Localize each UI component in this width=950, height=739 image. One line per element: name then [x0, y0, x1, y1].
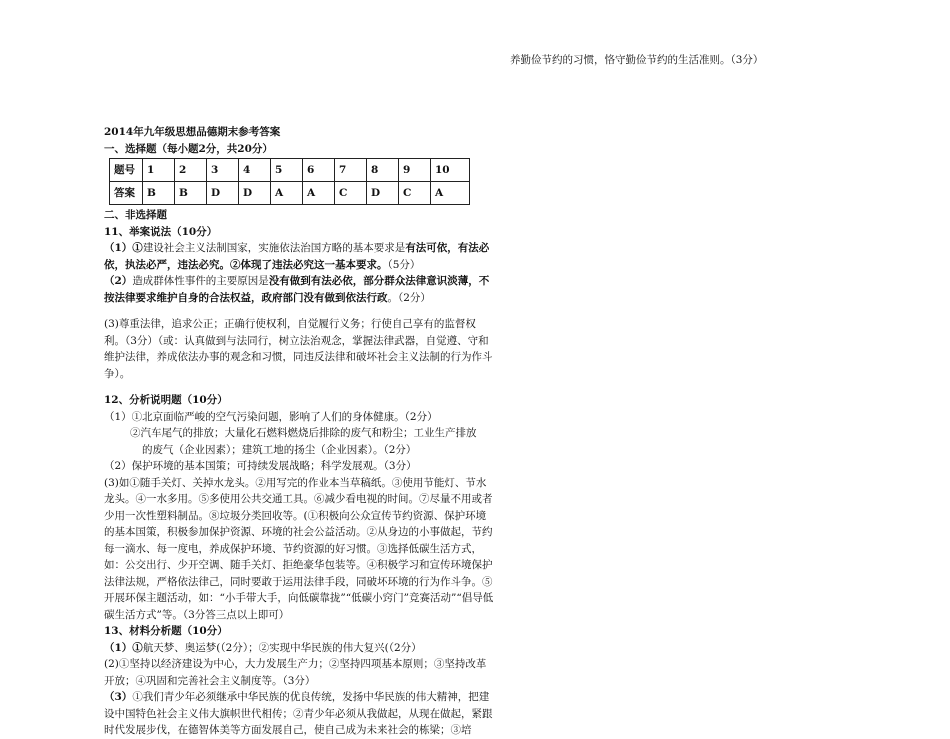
- q11-a2-bold: 没有做到有法必依，部分群众法律意识淡薄，不按法律要求维护自身的合法权益，政府部门没有做到依法行政: [104, 275, 490, 304]
- q13-a3-text: ①我们青少年必须继承中华民族的优良传统，发扬中华民族的伟大精神，把建设中国特色社会主义伟大旗帜世代相传；②青少年必须从我做起，从现在做起，紧跟时代发展步伐，在德智体美等方面发展自己，使自己成为未来社会的栋梁；③培: [104, 691, 493, 736]
- q13-a1-prefix: （1）①: [104, 641, 143, 654]
- part1-heading: 一、选择题（每小题2分，共20分）: [104, 142, 273, 155]
- table-cell: 2: [175, 159, 207, 182]
- q11-answer-2: [104, 273, 496, 306]
- document-title: 2014年九年级思想品德期末参考答案: [104, 126, 281, 138]
- q11-a2-score: 。（2分）: [387, 291, 431, 304]
- q11-answer-1: [104, 240, 496, 273]
- q12-answer-1-line-2: ②汽车尾气的排放；大量化石燃料燃烧后排除的废气和粉尘；工业生产排放: [130, 427, 477, 439]
- table-cell: B: [143, 182, 175, 205]
- q11-heading: 11、举案说法（10分）: [104, 225, 218, 238]
- table-cell: 3: [207, 159, 239, 182]
- table-cell: 10: [431, 159, 470, 182]
- answer-table: [109, 158, 470, 205]
- q11-a1-text: 建设社会主义法制国家，实施依法治国方略的基本要求是: [142, 242, 406, 254]
- table-cell: D: [367, 182, 399, 205]
- part2-heading: 二、非选择题: [104, 209, 167, 221]
- table-cell: 7: [335, 159, 367, 182]
- q13-answer-3: [104, 689, 496, 739]
- q12-answer-3: (3)如①随手关灯、关掉水龙头。②用写完的作业本当草稿纸。③使用节能灯、节水龙头。④一水多用。⑤多使用公共交通工具。⑥减少看电视的时间。⑦尽量不用或者少用一次性塑料制品。⑧垃圾分类回收等。(①积极向公众宣传节约资源、保护环境的基本国策，积极参加保护资源、环境的社会公益活动。②从身边的小事做起，节约每一滴水、每一度电，养成保护环境、节约资源的好习惯。③选择低碳生活方式，如：公交出行、少开空调、随手关灯、拒绝豪华包装等。④积极学习和宣传环境保护法律法规，严格依法律己，同时要敢于运用法律手段，同破坏环境的行为作斗争。⑤开展环保主题活动，如：“小手带大手，向低碳靠拢”“低碳小窍门”竞赛活动”“倡导低碳生活方式”等。（3分答三点以上即可）: [104, 476, 494, 621]
- table-cell: A: [271, 182, 303, 205]
- q11-a2-prefix: （2）: [104, 275, 133, 287]
- q12-heading: 12、分析说明题（10分）: [104, 394, 228, 406]
- q13-a3-prefix: （3）: [104, 691, 133, 703]
- q11-a1-bold: 有法可依，有法必依，执法必严，违法必究。②体现了违法必究这一基本要求。: [104, 242, 490, 271]
- table-answer-label: 答案: [110, 182, 143, 205]
- answer-document: [104, 124, 496, 739]
- table-header-label: 题号: [110, 159, 143, 182]
- table-cell: 5: [271, 159, 303, 182]
- q11-a1-prefix: （1）①: [104, 242, 143, 254]
- table-cell: A: [431, 182, 470, 205]
- q13-a1-part-1: 航天梦、奥运梦(（2分）；②: [142, 641, 270, 654]
- table-cell: B: [175, 182, 207, 205]
- q13-answer-2: (2)①坚持以经济建设为中心，大力发展生产力；②坚持四项基本原则；③坚持改革开放；④巩固和完善社会主义制度等。（3分）: [104, 658, 487, 687]
- table-cell: 9: [399, 159, 431, 182]
- table-cell: 4: [239, 159, 271, 182]
- q12-answer-2: （2）保护环境的基本国策；可持续发展战略；科学发展观。（3分）: [104, 460, 417, 472]
- table-cell: 6: [303, 159, 335, 182]
- q12-answer-1-line-3: 的废气（企业因素）；建筑工地的扬尘（企业因素）。（2分）: [142, 443, 417, 456]
- table-cell: C: [335, 182, 367, 205]
- table-cell: D: [207, 182, 239, 205]
- table-cell: 1: [143, 159, 175, 182]
- q11-a1-score: （5分）: [387, 258, 421, 271]
- table-cell: 8: [367, 159, 399, 182]
- table-cell: A: [303, 182, 335, 205]
- table-cell: D: [239, 182, 271, 205]
- q11-answer-3: (3)尊重法律，追求公正；正确行使权利，自觉履行义务；行使自己享有的监督权利。（3分）（或：认真做到与法同行，树立法治观念，掌握法律武器，自觉遵、守和维护法律，养成依法办事的观念和习惯，同违反法律和破坏社会主义法制的行为作斗争）。: [104, 318, 493, 380]
- q13-heading: 13、材料分析题（10分）: [104, 625, 228, 637]
- q13-answer-1: [104, 640, 496, 657]
- q11-a2-text: 造成群体性事件的主要原因是: [132, 275, 269, 287]
- table-row-answers: [110, 182, 470, 205]
- q13-a1-part-2: 实现中华民族的伟大复兴(（2分）: [269, 641, 422, 654]
- continued-answer-line: 养勤俭节约的习惯，恪守勤俭节约的生活准则。（3分）: [510, 54, 764, 66]
- table-cell: C: [399, 182, 431, 205]
- q12-answer-1-line-1: （1）①北京面临严峻的空气污染问题，影响了人们的身体健康。（2分）: [104, 410, 438, 423]
- table-row-numbers: [110, 159, 470, 182]
